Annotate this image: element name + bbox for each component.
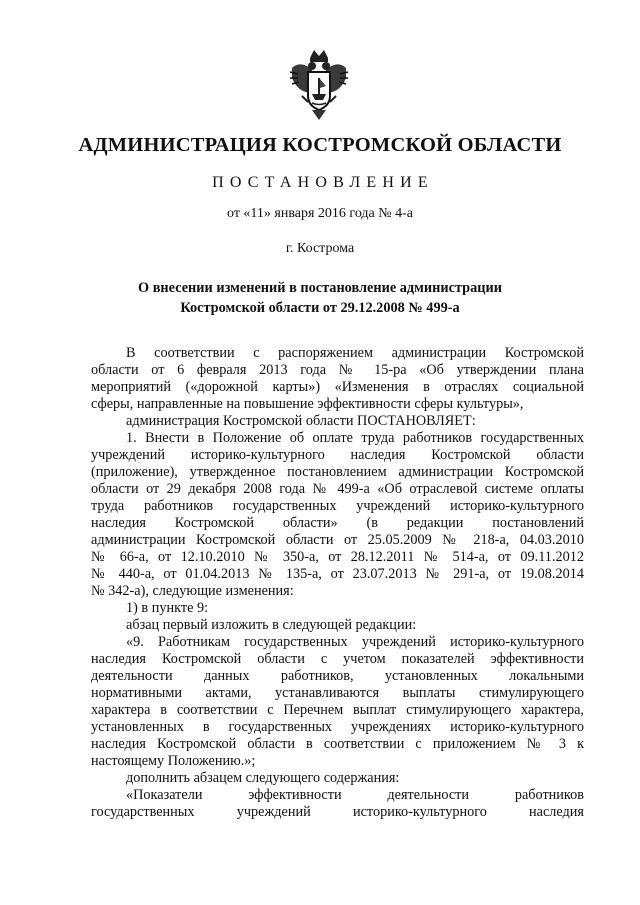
document-city: г. Кострома (285, 241, 355, 256)
body-line: «Показатели эффективности деятельности работников (126, 787, 584, 803)
body-line: мероприятий («дорожной карты») «Изменения в отраслях социальной (91, 379, 584, 395)
body-line: 1) в пункте 9: (126, 600, 209, 616)
body-line: характера в соответствии с Перечнем выплат стимулирующего характера, (91, 702, 584, 718)
body-line: настоящему Положению.»; (91, 753, 256, 769)
body-line: деятельности данных работников, установленных локальными (91, 668, 584, 684)
body-line: № 440-а, от 01.04.2013 № 135-а, от 23.07.2013 № 291-а, от 19.08.2014 (91, 566, 584, 582)
subject-line: Костромской области от 29.12.2008 № 499-а (180, 300, 460, 316)
body-line: установленных в государственных учреждениях историко-культурного (91, 719, 584, 735)
coat-of-arms-emblem (288, 48, 350, 124)
body-line: абзац первый изложить в следующей редакции: (126, 617, 417, 633)
body-line: области от 6 февраля 2013 года № 15-ра «Об утверждении плана (91, 362, 584, 378)
body-line: (приложение), утвержденное постановлением администрации Костромской (91, 464, 584, 480)
document-date-number: от «11» января 2016 года № 4-а (227, 206, 413, 221)
subject-line: О внесении изменений в постановление администрации (138, 280, 502, 296)
body-line: нормативными актами, устанавливаются выплаты стимулирующего (91, 685, 584, 701)
body-line: наследия Костромской области в соответствии с приложением № 3 к (91, 736, 584, 752)
body-line: В соответствии с распоряжением администрации Костромской (126, 345, 584, 361)
body-line: № 342-а), следующие изменения: (91, 583, 294, 599)
body-line: «9. Работникам государственных учреждений историко-культурного (126, 634, 584, 650)
document-body (91, 345, 584, 821)
body-line: области от 29 декабря 2008 года № 499-а «Об отраслевой системе оплаты (91, 481, 584, 497)
document-subject (0, 278, 640, 318)
body-line: наследия Костромской области с учетом показателей эффективности (91, 651, 584, 667)
coat-of-arms-icon (288, 48, 350, 124)
body-line: труда работников государственных учреждений историко-культурного (91, 498, 584, 514)
body-line: администрация Костромской области ПОСТАНОВЛЯЕТ: (126, 413, 476, 429)
body-line: наследия Костромской области» (в редакции постановлений (91, 515, 584, 531)
body-line: администрации Костромской области от 25.05.2009 № 218-а, 04.03.2010 (91, 532, 584, 548)
body-line: государственных учреждений историко-культурного наследия (91, 804, 584, 820)
body-line: сферы, направленные на повышение эффективности сферы культуры», (91, 396, 524, 412)
body-line: учреждений историко-культурного наследия Костромской области (91, 447, 584, 463)
document-type: ПОСТАНОВЛЕНИЕ (212, 174, 434, 191)
organization-title: АДМИНИСТРАЦИЯ КОСТРОМСКОЙ ОБЛАСТИ (78, 134, 562, 156)
body-line: № 66-а, от 12.10.2010 № 350-а, от 28.12.2011 № 514-а, от 09.11.2012 (91, 549, 584, 565)
body-line: дополнить абзацем следующего содержания: (126, 770, 400, 786)
body-line: 1. Внести в Положение об оплате труда работников государственных (126, 430, 584, 446)
